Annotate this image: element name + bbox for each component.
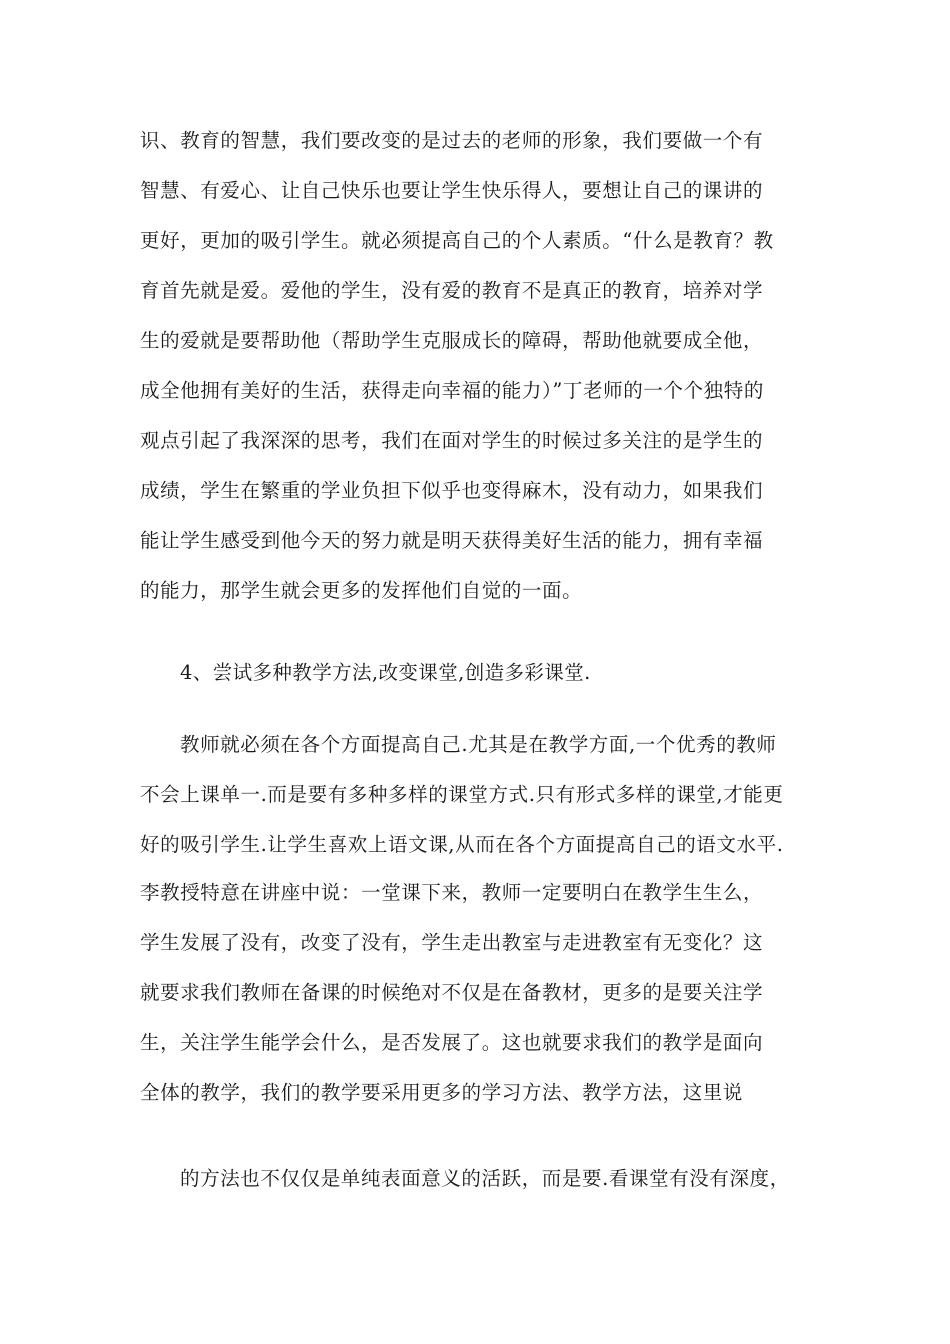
text-line: 识、教育的智慧，我们要改变的是过去的老师的形象，我们要做一个有 xyxy=(140,129,764,152)
text-line: 成绩，学生在繁重的学业负担下似乎也变得麻木，没有动力，如果我们 xyxy=(140,479,764,502)
text-line: 的方法也不仅仅是单纯表面意义的活跃，而是要.看课堂有没有深度， xyxy=(180,1167,790,1190)
text-line: 观点引起了我深深的思考，我们在面对学生的时候过多关注的是学生的 xyxy=(140,429,764,452)
text-line: 智慧、有爱心、让自己快乐也要让学生快乐得人，要想让自己的课讲的 xyxy=(140,179,764,202)
text-line: 就要求我们教师在备课的时候绝对不仅是在备教材，更多的是要关注学 xyxy=(140,981,764,1004)
text-line: 成全他拥有美好的生活，获得走向幸福的能力）”丁老师的一个个独特的 xyxy=(140,379,764,402)
text-line: 生，关注学生能学会什么，是否发展了。这也就要求我们的教学是面向 xyxy=(140,1031,764,1054)
text-line: 的能力，那学生就会更多的发挥他们自觉的一面。 xyxy=(140,579,583,602)
text-line: 能让学生感受到他今天的努力就是明天获得美好生活的能力，拥有幸福 xyxy=(140,529,764,552)
text-line: 更好，更加的吸引学生。就必须提高自己的个人素质。“什么是教育？教 xyxy=(140,229,774,252)
text-line: 育首先就是爱。爱他的学生，没有爱的教育不是真正的教育，培养对学 xyxy=(140,279,764,302)
text-line: 全体的教学，我们的教学要采用更多的学习方法、教学方法，这里说 xyxy=(140,1081,744,1104)
text-line: 李教授特意在讲座中说：一堂课下来，教师一定要明白在教学生生么， xyxy=(140,881,764,904)
text-line: 不会上课单一.而是要有多种多样的课堂方式.只有形式多样的课堂,才能更 xyxy=(140,783,784,806)
section-heading: 4、尝试多种教学方法,改变课堂,创造多彩课堂. xyxy=(180,661,591,684)
text-line: 好的吸引学生.让学生喜欢上语文课,从而在各个方面提高自己的语文水平. xyxy=(140,833,784,856)
text-line: 生的爱就是要帮助他（帮助学生克服成长的障碍，帮助他就要成全他， xyxy=(140,329,764,352)
text-line: 学生发展了没有，改变了没有，学生走出教室与走进教室有无变化？这 xyxy=(140,931,764,954)
text-line: 教师就必须在各个方面提高自己.尤其是在教学方面,一个优秀的教师 xyxy=(180,733,777,756)
